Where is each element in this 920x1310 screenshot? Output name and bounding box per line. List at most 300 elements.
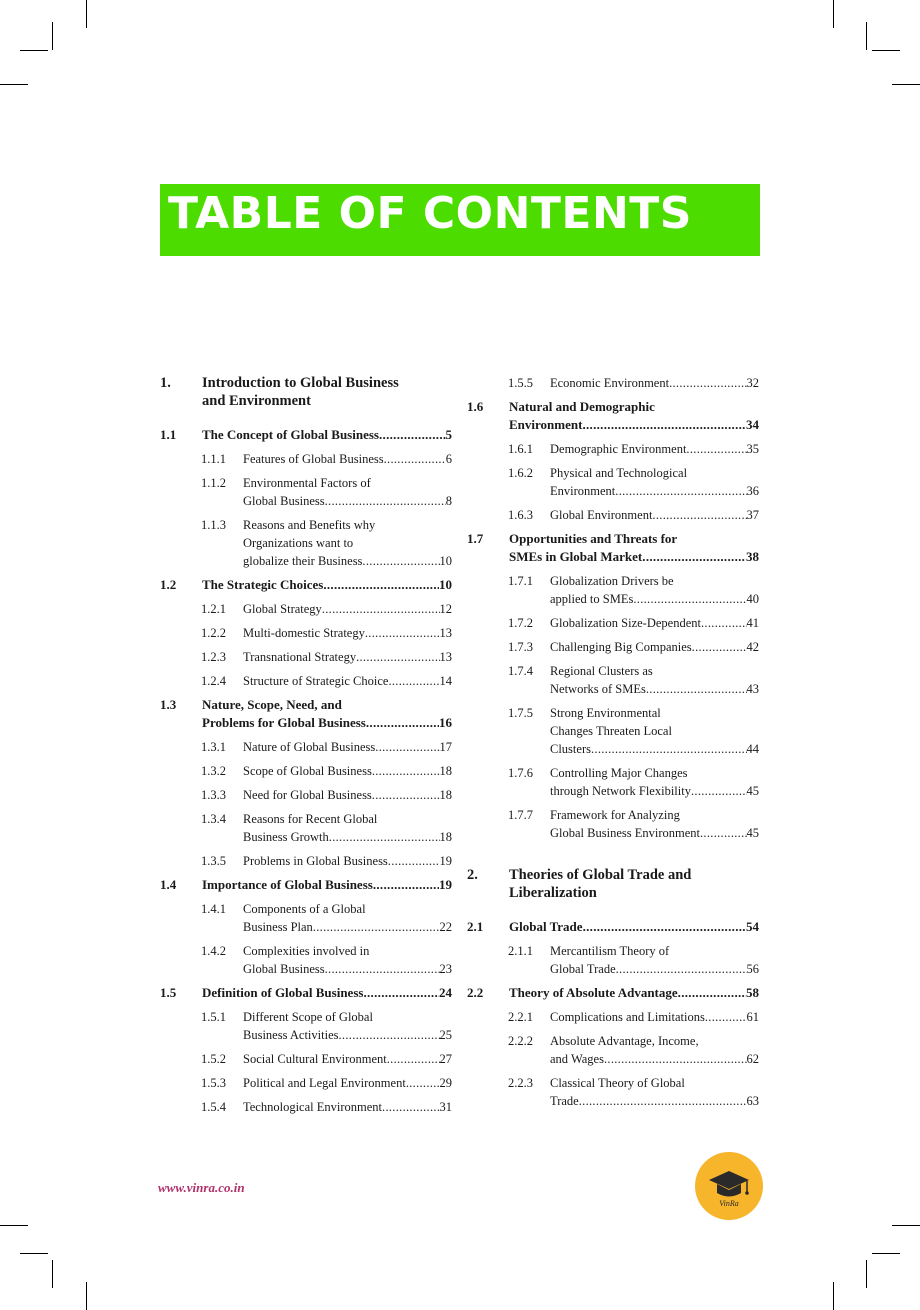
dot-leader: [387, 1050, 440, 1068]
toc-subsection[interactable]: [467, 806, 759, 842]
toc-page-number: 10: [439, 577, 452, 592]
toc-title-line: Introduction to Global Business: [202, 375, 399, 391]
toc-number: 1.6: [467, 399, 484, 414]
toc-page-number: 22: [439, 920, 452, 934]
toc-number: 1.4.1: [201, 902, 226, 916]
toc-title: [550, 614, 759, 632]
toc-number: 1.7.2: [508, 616, 533, 630]
toc-title-line: Economic Environment: [550, 376, 670, 390]
toc-title-line: The Strategic Choices: [202, 577, 324, 592]
toc-subsection[interactable]: [160, 474, 452, 510]
toc-title: [243, 624, 452, 642]
toc-title: [243, 516, 452, 570]
toc-number: 1.3.2: [201, 764, 226, 778]
toc-number: 2.1: [467, 919, 484, 934]
toc-page-number: 35: [746, 442, 759, 456]
toc-title-line: Environmental Factors of: [243, 476, 371, 490]
toc-section[interactable]: [160, 876, 452, 894]
toc-leader-line: [243, 492, 452, 510]
toc-title: [243, 942, 452, 978]
dot-leader: [339, 1026, 440, 1044]
toc-title: [550, 1008, 759, 1026]
toc-title-line: Global Business: [243, 494, 325, 508]
toc-title: [550, 638, 759, 656]
toc-section[interactable]: [160, 696, 452, 732]
toc-title-line: Changes Threaten Local: [550, 724, 672, 738]
toc-subsection[interactable]: [160, 942, 452, 978]
dot-leader: [579, 1092, 747, 1110]
toc-page-number: 6: [445, 452, 452, 466]
toc-subsection[interactable]: [160, 624, 452, 642]
toc-title-line: Classical Theory of Global: [550, 1076, 685, 1090]
toc-title-line: Theories of Global Trade and: [509, 867, 692, 883]
toc-leader-line: [550, 638, 759, 656]
toc-title-line: Complexities involved in: [243, 944, 370, 958]
toc-title: [550, 1074, 759, 1110]
toc-subsection[interactable]: [160, 852, 452, 870]
footer-url[interactable]: www.vinra.co.in: [158, 1180, 245, 1195]
toc-number: 1.4: [160, 877, 177, 892]
crop-mark: [892, 84, 920, 85]
toc-subsection[interactable]: [160, 786, 452, 804]
toc-number: 1.1: [160, 427, 177, 442]
toc-section[interactable]: [160, 426, 452, 444]
toc-title: [202, 876, 452, 894]
toc-title-line: Features of Global Business: [243, 452, 384, 466]
toc-page-number: 34: [746, 417, 759, 432]
toc-title-line: Transnational Strategy: [243, 650, 357, 664]
toc-section[interactable]: [160, 984, 452, 1002]
toc-number: 1.2.3: [201, 650, 226, 664]
dot-leader: [388, 852, 440, 870]
toc-number: 1.5.3: [201, 1076, 226, 1090]
toc-number: 1.5.2: [201, 1052, 226, 1066]
page-title: TABLE OF CONTENTS: [168, 188, 692, 239]
toc-leader-line: [243, 1026, 452, 1044]
toc-number: 2.2: [467, 985, 484, 1000]
toc-leader-line: [509, 918, 759, 936]
toc-leader-line: [243, 600, 452, 618]
toc-subsection[interactable]: [467, 942, 759, 978]
toc-page-number: 61: [746, 1010, 759, 1024]
toc-page-number: 41: [746, 616, 759, 630]
toc-subsection[interactable]: [467, 704, 759, 758]
toc-subsection[interactable]: [467, 464, 759, 500]
toc-title-line: Nature of Global Business: [243, 740, 376, 754]
toc-page-number: 31: [439, 1100, 452, 1114]
crop-mark: [20, 50, 48, 51]
toc-section[interactable]: [467, 918, 759, 936]
toc-number: 1.7: [467, 531, 484, 546]
toc-number: 1.5.5: [508, 376, 533, 390]
toc-title: [550, 464, 759, 500]
toc-title-line: Complications and Limitations: [550, 1010, 705, 1024]
toc-page-number: 42: [746, 640, 759, 654]
toc-subsection[interactable]: [160, 1050, 452, 1068]
toc-title-line: Liberalization: [509, 885, 597, 901]
dot-leader: [591, 740, 747, 758]
toc-page-number: 25: [439, 1028, 452, 1042]
toc-subsection[interactable]: [160, 1074, 452, 1092]
crop-mark: [872, 50, 900, 51]
dot-leader: [633, 590, 746, 608]
toc-title-line: Framework for Analyzing: [550, 808, 680, 822]
toc-title: [509, 530, 759, 566]
toc-number: 1.2.2: [201, 626, 226, 640]
dot-leader: [388, 672, 439, 690]
crop-mark: [833, 1282, 834, 1310]
dot-leader: [356, 648, 439, 666]
toc-title: [509, 918, 759, 936]
crop-mark: [86, 1282, 87, 1310]
toc-title: [509, 398, 759, 434]
toc-title: [202, 426, 452, 444]
toc-subsection[interactable]: [160, 900, 452, 936]
toc-subsection[interactable]: [467, 440, 759, 458]
toc-number: 1.: [160, 375, 171, 391]
toc-title-line: through Network Flexibility: [550, 784, 691, 798]
toc-number: 1.1.1: [201, 452, 226, 466]
toc-title-line: Mercantilism Theory of: [550, 944, 670, 958]
toc-page-number: 54: [746, 919, 759, 934]
dot-leader: [375, 738, 439, 756]
toc-leader-line: [509, 548, 759, 566]
toc-title: [243, 1008, 452, 1044]
toc-leader-line: [550, 1008, 759, 1026]
crop-mark: [0, 1225, 28, 1226]
toc-subsection[interactable]: [467, 1032, 759, 1068]
toc-leader-line: [243, 828, 452, 846]
dot-leader: [642, 548, 746, 566]
publisher-logo: [695, 1152, 763, 1220]
toc-title: [202, 984, 452, 1002]
toc-subsection[interactable]: [160, 516, 452, 570]
toc-title-line: Strong Environmental: [550, 706, 661, 720]
toc-leader-line: [243, 552, 452, 570]
crop-mark: [20, 1253, 48, 1254]
graduation-cap-icon: [695, 1152, 763, 1220]
logo-text: VinRa: [719, 1199, 739, 1208]
toc-title-line: Trade: [550, 1094, 579, 1108]
toc-number: 1.7.6: [508, 766, 533, 780]
toc-title: [202, 696, 452, 732]
toc-leader-line: [202, 876, 452, 894]
toc-subsection[interactable]: [160, 600, 452, 618]
toc-leader-line: [243, 450, 452, 468]
toc-number: 2.: [467, 867, 478, 883]
toc-title: [243, 762, 452, 780]
crop-mark: [872, 1253, 900, 1254]
toc-page-number: 36: [746, 484, 759, 498]
toc-title: [243, 450, 452, 468]
toc-subsection[interactable]: [160, 810, 452, 846]
toc-title: [243, 1050, 452, 1068]
dot-leader: [616, 960, 747, 978]
toc-title: [202, 576, 452, 594]
dot-leader: [701, 614, 747, 632]
toc-number: 1.5.4: [201, 1100, 226, 1114]
toc-page-number: 19: [439, 854, 452, 868]
toc-chapter[interactable]: [160, 374, 452, 410]
toc-section[interactable]: [160, 576, 452, 594]
toc-page-number: 13: [439, 626, 452, 640]
toc-title-line: Demographic Environment: [550, 442, 687, 456]
toc-number: 1.2.1: [201, 602, 226, 616]
dot-leader: [615, 482, 746, 500]
toc-title-line: Reasons for Recent Global: [243, 812, 378, 826]
toc-number: 1.7.7: [508, 808, 533, 822]
toc-title-line: Problems in Global Business: [243, 854, 388, 868]
toc-title-line: Clusters: [550, 742, 591, 756]
toc-title-line: Challenging Big Companies: [550, 640, 692, 654]
toc-title: [243, 810, 452, 846]
toc-title-line: Business Plan: [243, 920, 313, 934]
toc-title: [243, 474, 452, 510]
crop-mark: [52, 1260, 53, 1288]
toc-title-line: Global Trade: [509, 919, 583, 934]
toc-subsection[interactable]: [160, 738, 452, 756]
toc-title: [243, 600, 452, 618]
toc-subsection[interactable]: [467, 374, 759, 392]
crop-mark: [0, 84, 28, 85]
toc-title-line: Social Cultural Environment: [243, 1052, 387, 1066]
dot-leader: [313, 918, 440, 936]
toc-leader-line: [243, 762, 452, 780]
toc-number: 1.3.1: [201, 740, 226, 754]
toc-title-line: Political and Legal Environment: [243, 1076, 406, 1090]
toc-title: [550, 440, 759, 458]
toc-page-number: 40: [746, 592, 759, 606]
toc-leader-line: [550, 1092, 759, 1110]
toc-number: 1.1.3: [201, 518, 226, 532]
dot-leader: [325, 492, 446, 510]
toc-title-line: Absolute Advantage, Income,: [550, 1034, 699, 1048]
toc-title: [243, 900, 452, 936]
toc-title: [550, 1032, 759, 1068]
toc-subsection[interactable]: [160, 762, 452, 780]
crop-mark: [52, 22, 53, 50]
toc-number: 1.6.2: [508, 466, 533, 480]
toc-title-line: Environment: [509, 417, 583, 432]
toc-section[interactable]: [467, 398, 759, 434]
toc-subsection[interactable]: [160, 450, 452, 468]
toc-subsection[interactable]: [467, 506, 759, 524]
dot-leader: [691, 782, 747, 800]
toc-title: [550, 374, 759, 392]
toc-title-line: Global Trade: [550, 962, 616, 976]
toc-page-number: 38: [746, 549, 759, 564]
toc-number: 1.3.3: [201, 788, 226, 802]
toc-page-number: 8: [445, 494, 452, 508]
toc-leader-line: [550, 824, 759, 842]
toc-number: 2.2.2: [508, 1034, 533, 1048]
toc-title-line: Scope of Global Business: [243, 764, 372, 778]
toc-leader-line: [550, 960, 759, 978]
toc-subsection[interactable]: [160, 1098, 452, 1116]
toc-title-line: Global Business Environment: [550, 826, 700, 840]
toc-number: 1.6.1: [508, 442, 533, 456]
toc-page-number: 17: [439, 740, 452, 754]
toc-title: [509, 866, 759, 902]
toc-page-number: 16: [439, 715, 452, 730]
dot-leader: [604, 1050, 747, 1068]
toc-title-line: Problems for Global Business: [202, 715, 366, 730]
toc-title-line: Global Environment: [550, 508, 653, 522]
toc-title: [550, 662, 759, 698]
toc-leader-line: [550, 614, 759, 632]
toc-page-number: 24: [439, 985, 452, 1000]
toc-leader-line: [243, 852, 452, 870]
toc-leader-line: [550, 680, 759, 698]
toc-number: 2.1.1: [508, 944, 533, 958]
toc-subsection[interactable]: [160, 648, 452, 666]
toc-leader-line: [243, 648, 452, 666]
toc-number: 1.5.1: [201, 1010, 226, 1024]
toc-number: 1.7.3: [508, 640, 533, 654]
toc-subsection[interactable]: [467, 662, 759, 698]
toc-title-line: Globalization Drivers be: [550, 574, 674, 588]
toc-title-line: Globalization Size-Dependent: [550, 616, 701, 630]
dot-leader: [323, 576, 439, 594]
toc-title-line: and Environment: [202, 393, 311, 409]
toc-number: 2.2.1: [508, 1010, 533, 1024]
toc-subsection[interactable]: [467, 614, 759, 632]
toc-chapter[interactable]: [467, 866, 759, 902]
toc-number: 1.1.2: [201, 476, 226, 490]
toc-title-line: Business Growth: [243, 830, 329, 844]
toc-column-left: [160, 374, 452, 1116]
toc-title-line: Organizations want to: [243, 536, 354, 550]
toc-title-line: Business Activities: [243, 1028, 339, 1042]
dot-leader: [366, 714, 439, 732]
toc-title: [243, 738, 452, 756]
toc-leader-line: [550, 440, 759, 458]
toc-title-line: SMEs in Global Market: [509, 549, 643, 564]
toc-leader-line: [550, 506, 759, 524]
toc-leader-line: [550, 590, 759, 608]
toc-title-line: Technological Environment: [243, 1100, 383, 1114]
toc-leader-line: [202, 576, 452, 594]
toc-subsection[interactable]: [467, 764, 759, 800]
toc-leader-line: [202, 984, 452, 1002]
toc-leader-line: [550, 1050, 759, 1068]
toc-leader-line: [243, 786, 452, 804]
dot-leader: [384, 450, 446, 468]
toc-leader-line: [243, 624, 452, 642]
toc-number: 2.2.3: [508, 1076, 533, 1090]
dot-leader: [652, 506, 746, 524]
toc-leader-line: [550, 782, 759, 800]
toc-title-line: Natural and Demographic: [509, 399, 655, 414]
dot-leader: [669, 374, 746, 392]
toc-title-line: Components of a Global: [243, 902, 366, 916]
dot-leader: [372, 762, 440, 780]
toc-title-line: Opportunities and Threats for: [509, 531, 678, 546]
toc-subsection[interactable]: [467, 1074, 759, 1110]
toc-number: 1.7.4: [508, 664, 533, 678]
toc-leader-line: [243, 1050, 452, 1068]
dot-leader: [700, 824, 747, 842]
dot-leader: [373, 876, 439, 894]
toc-title: [243, 1074, 452, 1092]
toc-number: 1.6.3: [508, 508, 533, 522]
toc-title-line: and Wages: [550, 1052, 604, 1066]
dot-leader: [582, 416, 746, 434]
toc-title: [550, 806, 759, 842]
dot-leader: [379, 426, 446, 444]
toc-leader-line: [243, 672, 452, 690]
dot-leader: [322, 600, 440, 618]
toc-leader-line: [202, 714, 452, 732]
toc-title: [550, 704, 759, 758]
toc-title: [202, 374, 452, 410]
dot-leader: [325, 960, 440, 978]
dot-leader: [365, 624, 440, 642]
toc-page-number: 27: [439, 1052, 452, 1066]
toc-subsection[interactable]: [467, 638, 759, 656]
toc-title-line: The Concept of Global Business: [202, 427, 379, 442]
toc-title: [550, 764, 759, 800]
toc-section[interactable]: [467, 984, 759, 1002]
toc-number: 1.2.4: [201, 674, 226, 688]
toc-subsection[interactable]: [160, 672, 452, 690]
title-banner: [160, 184, 760, 256]
toc-section[interactable]: [467, 530, 759, 566]
crop-mark: [866, 1260, 867, 1288]
toc-title-line: Physical and Technological: [550, 466, 688, 480]
dot-leader: [692, 638, 747, 656]
toc-title: [243, 648, 452, 666]
toc-page-number: 18: [439, 764, 452, 778]
toc-leader-line: [243, 1074, 452, 1092]
toc-title-line: applied to SMEs: [550, 592, 634, 606]
toc-title: [550, 942, 759, 978]
toc-leader-line: [509, 984, 759, 1002]
crop-mark: [833, 0, 834, 28]
toc-leader-line: [243, 960, 452, 978]
dot-leader: [678, 984, 746, 1002]
toc-title-line: Multi-domestic Strategy: [243, 626, 365, 640]
toc-number: 1.2: [160, 577, 177, 592]
toc-subsection[interactable]: [160, 1008, 452, 1044]
dot-leader: [705, 1008, 747, 1026]
toc-title-line: Reasons and Benefits why: [243, 518, 376, 532]
toc-title-line: Nature, Scope, Need, and: [202, 697, 342, 712]
toc-title-line: Global Business: [243, 962, 325, 976]
toc-number: 1.4.2: [201, 944, 226, 958]
dot-leader: [372, 786, 440, 804]
toc-page-number: 18: [439, 830, 452, 844]
toc-title: [550, 506, 759, 524]
toc-leader-line: [243, 918, 452, 936]
toc-page-number: 12: [439, 602, 452, 616]
dot-leader: [382, 1098, 439, 1116]
dot-leader: [406, 1074, 440, 1092]
toc-title-line: Regional Clusters as: [550, 664, 653, 678]
toc-page-number: 37: [746, 508, 759, 522]
dot-leader: [362, 552, 439, 570]
toc-leader-line: [202, 426, 452, 444]
toc-page-number: 63: [746, 1094, 759, 1108]
toc-page-number: 18: [439, 788, 452, 802]
toc-page-number: 13: [439, 650, 452, 664]
dot-leader: [363, 984, 439, 1002]
toc-subsection[interactable]: [467, 572, 759, 608]
toc-title-line: Theory of Absolute Advantage: [509, 985, 678, 1000]
toc-page-number: 44: [746, 742, 759, 756]
toc-page-number: 10: [439, 554, 452, 568]
toc-subsection[interactable]: [467, 1008, 759, 1026]
